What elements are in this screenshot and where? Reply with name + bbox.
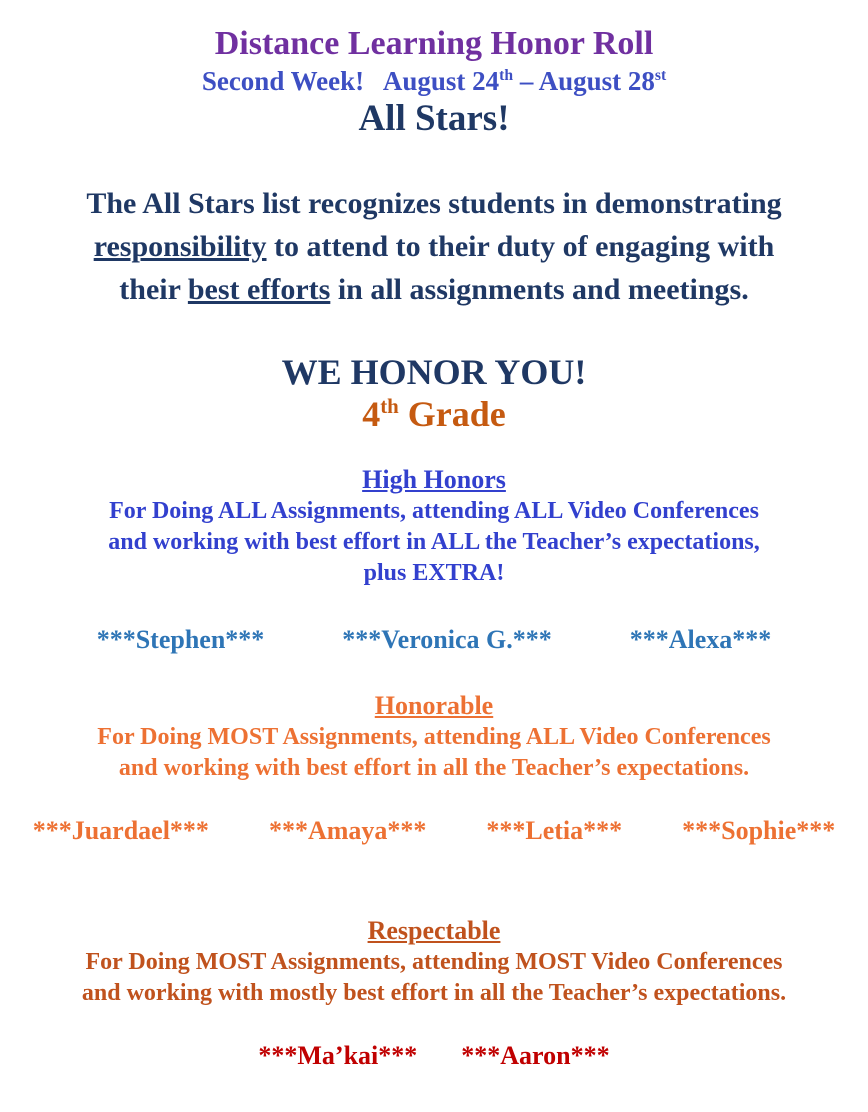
week-date-text: – August 28 — [513, 66, 655, 96]
section-description — [0, 496, 868, 589]
description-line: plus EXTRA! — [363, 560, 505, 586]
underlined-word: responsibility — [93, 230, 267, 263]
student-name: ***Aaron*** — [461, 1041, 610, 1070]
ordinal-suffix: th — [499, 67, 514, 84]
student-name: ***Juardael*** — [32, 816, 209, 845]
student-name: ***Stephen*** — [96, 625, 265, 654]
intro-text: to attend to their duty of engaging with — [266, 230, 775, 263]
intro-line — [0, 182, 868, 225]
grade-number: 4 — [362, 394, 381, 434]
week-date-line — [0, 64, 868, 98]
student-name: ***Alexa*** — [629, 625, 772, 654]
intro-line — [0, 268, 868, 311]
section-heading: High Honors — [362, 465, 506, 494]
grade-word: Grade — [398, 394, 506, 434]
student-names-row — [0, 1041, 868, 1071]
all-stars-heading: All Stars! — [358, 98, 510, 139]
underlined-word: best efforts — [187, 273, 331, 306]
week-date-text: Second Week! August 24 — [201, 66, 500, 96]
student-name: ***Letia*** — [486, 816, 623, 845]
description-line: and working with best effort in ALL the Teacher’s expectations, — [108, 529, 760, 555]
student-name: ***Veronica G.*** — [342, 625, 552, 654]
student-names-row — [0, 816, 868, 846]
document-title: Distance Learning Honor Roll — [214, 25, 654, 62]
description-line: and working with mostly best effort in all the Teacher’s expectations. — [81, 980, 787, 1006]
intro-text: in all assignments and meetings. — [330, 273, 749, 306]
intro-paragraph — [0, 182, 868, 311]
grade-heading — [0, 393, 868, 435]
description-line: For Doing MOST Assignments, attending MOST Video Conferences — [85, 949, 783, 975]
student-names-row — [0, 625, 868, 655]
student-name: ***Amaya*** — [268, 816, 427, 845]
description-line: For Doing MOST Assignments, attending ALL Video Conferences — [97, 724, 771, 750]
student-name: ***Ma’kai*** — [258, 1041, 418, 1070]
section-description — [0, 947, 868, 1009]
intro-text: The All Stars list recognizes students in demonstrating — [86, 187, 782, 220]
section-description — [0, 722, 868, 784]
description-line: and working with best effort in all the Teacher’s expectations. — [118, 755, 750, 781]
we-honor-you-heading: WE HONOR YOU! — [281, 352, 587, 392]
student-name: ***Sophie*** — [682, 816, 836, 845]
section-heading: Respectable — [367, 916, 501, 945]
section-respectable — [0, 914, 868, 1071]
intro-line — [0, 225, 868, 268]
ordinal-suffix: th — [380, 394, 399, 418]
section-heading: Honorable — [374, 691, 494, 720]
section-high-honors — [0, 463, 868, 655]
ordinal-suffix: st — [654, 67, 667, 84]
intro-text: their — [119, 273, 188, 306]
section-honorable — [0, 689, 868, 846]
description-line: For Doing ALL Assignments, attending ALL Video Conferences — [109, 498, 759, 524]
